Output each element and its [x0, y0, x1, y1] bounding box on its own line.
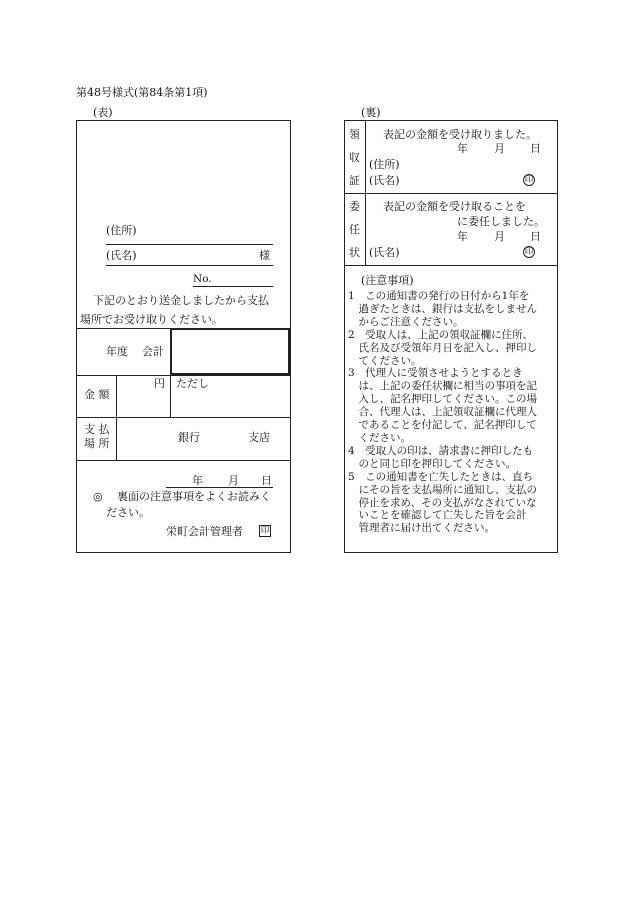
receipt-seal: 印	[524, 175, 534, 185]
amount-divider	[116, 375, 117, 417]
payment-divider	[116, 417, 117, 460]
back-heading: (裏)	[361, 106, 381, 119]
back-separator-1	[344, 193, 558, 194]
delegation-month-label: 月	[494, 230, 505, 243]
front-separator-2	[76, 375, 291, 376]
note-line: いことを確認して亡失した旨を会計	[348, 509, 527, 522]
delegation-text1: 表記の金額を受け取ることを	[383, 200, 526, 213]
front-name-label: (氏名)	[106, 249, 137, 262]
date-line	[166, 487, 273, 488]
front-separator-4	[76, 460, 291, 461]
front-day-label: 日	[261, 474, 272, 487]
form-title: 第48号様式(第84条第1項)	[76, 86, 208, 99]
note-line: にその旨を支払場所に通知し、支払の	[348, 483, 537, 496]
account-box	[170, 328, 290, 375]
message-line2: 場所でお受け取りください。	[80, 313, 223, 326]
payment-place-label1: 支 払	[84, 423, 110, 436]
front-separator-3	[76, 417, 291, 418]
bank-label: 銀行	[178, 431, 200, 444]
receipt-month-label: 月	[494, 142, 505, 155]
account-label: 会計	[142, 345, 164, 358]
receipt-name-label: (氏名)	[369, 174, 400, 187]
amount-label: 金 額	[84, 388, 110, 401]
delegation-side-2: 任	[349, 223, 360, 236]
delegation-year-label: 年	[457, 230, 468, 243]
receipt-side-2: 収	[349, 151, 360, 164]
notice-mark: ◎	[93, 490, 103, 503]
yen-label: 円	[154, 377, 165, 390]
receipt-text: 表記の金額を受け取りました。	[383, 128, 537, 141]
front-address-label: (住所)	[106, 224, 137, 237]
number-line	[193, 286, 273, 287]
note-line: 3 代理人に受領させようとするとき	[348, 367, 523, 380]
proviso-label: ただし	[176, 377, 209, 390]
note-line: てください。	[348, 354, 422, 367]
delegation-seal: 印	[524, 247, 534, 257]
note-line: 5 この通知書を亡失したときは、直ち	[348, 470, 534, 483]
branch-label: 支店	[248, 431, 270, 444]
delegation-side-1: 委	[349, 200, 360, 213]
note-line: からご注意ください。	[348, 315, 464, 328]
back-separator-2	[344, 265, 558, 266]
number-label: No.	[193, 273, 212, 285]
note-line: は、上記の委任状欄に相当の事項を記	[348, 380, 537, 393]
front-year-label: 年	[192, 474, 203, 487]
address-line	[106, 244, 273, 245]
delegation-side-3: 状	[349, 246, 360, 259]
note-line: ください。	[348, 431, 411, 444]
payment-place-label2: 場 所	[84, 437, 110, 450]
note-line: であることを付記して、記名押印して	[348, 419, 537, 432]
front-month-label: 月	[228, 474, 239, 487]
note-line: 管理者に届け出てください。	[348, 522, 495, 535]
delegation-day-label: 日	[530, 230, 541, 243]
honorific: 様	[259, 249, 270, 262]
officer-label: 栄町会計管理者	[166, 525, 243, 538]
receipt-day-label: 日	[530, 142, 541, 155]
receipt-year-label: 年	[457, 142, 468, 155]
note-line: 入し、記名押印してください。この場	[348, 393, 537, 406]
note-line: 1 この通知書の発行の日付から1年を	[348, 290, 530, 302]
delegation-name-label: (氏名)	[369, 246, 400, 259]
notes-list	[348, 290, 537, 535]
delegation-text2: に委任しました。	[457, 215, 545, 228]
note-line: 停止を求め、その支払がなされていな	[348, 496, 537, 509]
note-line: 氏名及び受領年月日を記入し、押印し	[348, 341, 537, 354]
note-line: 過ぎたときは、銀行は支払をしません	[348, 302, 537, 315]
note-line: 2 受取人は、上記の領収証欄に住所、	[348, 328, 534, 341]
amount-proviso-divider	[170, 375, 171, 417]
note-line: 4 受取人の印は、請求書に押印したも	[348, 444, 534, 457]
receipt-side-1: 領	[349, 128, 360, 141]
officer-seal: 印	[260, 526, 270, 536]
name-line	[106, 265, 273, 266]
notice-line2: ださい。	[106, 506, 150, 519]
message-line1: 下記のとおり送金しましたから支払	[93, 294, 269, 307]
note-line: のと同じ印を押印してください。	[348, 457, 516, 470]
fiscal-year-label: 年度	[106, 345, 128, 358]
notes-heading: (注意事項)	[361, 274, 414, 287]
receipt-address-label: (住所)	[369, 158, 400, 171]
front-heading: (表)	[93, 106, 113, 119]
receipt-side-3: 証	[349, 174, 360, 187]
notice-line1: 裏面の注意事項をよくお読みく	[117, 490, 271, 503]
note-line: 合、代理人は、上記領収証欄に代理人	[348, 406, 537, 419]
